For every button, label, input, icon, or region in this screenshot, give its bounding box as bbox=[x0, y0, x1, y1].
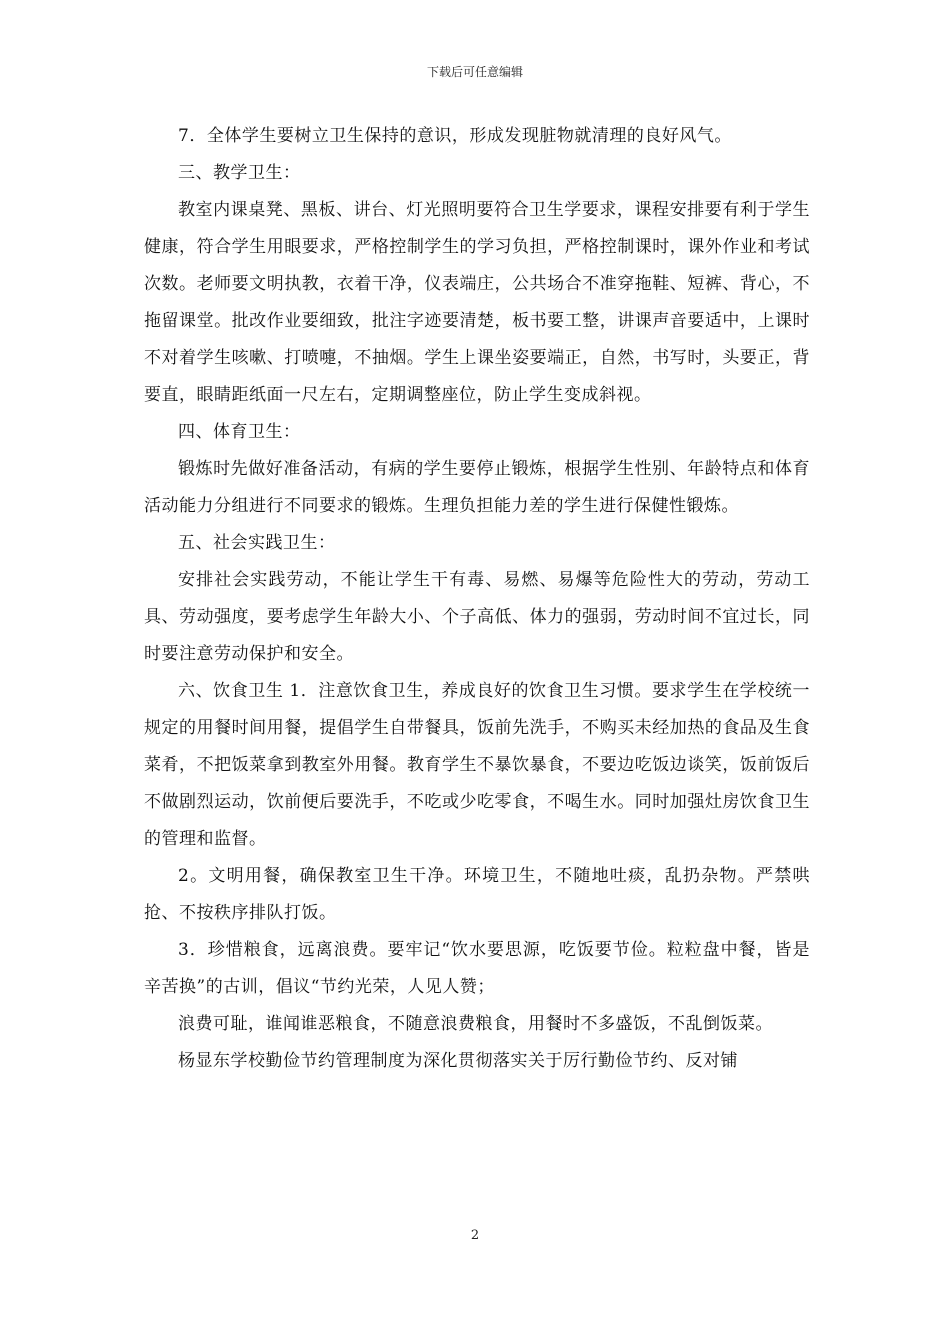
document-body bbox=[144, 118, 810, 1080]
paragraph-school-frugality: 杨显东学校勤俭节约管理制度为深化贯彻落实关于厉行勤俭节约、反对铺 bbox=[178, 1051, 738, 1071]
section-heading-sports-hygiene: 四、体育卫生： bbox=[178, 422, 301, 442]
paragraph-waste-shameful: 浪费可耻，谁闻谁恶粮食，不随意浪费粮食，用餐时不多盛饭，不乱倒饭菜。 bbox=[178, 1014, 773, 1034]
page-header: 下载后可任意编辑 bbox=[426, 65, 523, 79]
section-heading-teaching-hygiene: 三、教学卫生： bbox=[178, 163, 301, 183]
paragraph-sports-hygiene: 锻炼时先做好准备活动，有病的学生要停止锻炼，根据学生性别、年龄特点和体育活动能力分组进行不同要求的锻炼。生理负担能力差的学生进行保健性锻炼。 bbox=[144, 459, 810, 516]
paragraph-diet-hygiene: 六、饮食卫生 1．注意饮食卫生，养成良好的饮食卫生习惯。要求学生在学校统一规定的用餐时间用餐，提倡学生自带餐具，饭前先洗手，不购买未经加热的食品及生食菜肴，不把饭菜拿到教室外用餐。教育学生不暴饮暴食，不要边吃饭边谈笑，饭前饭后不做剧烈运动，饮前便后要洗手，不吃或少吃零食，不喝生水。同时加强灶房饮食卫生的管理和监督。 bbox=[144, 681, 810, 849]
paragraph-item-7: 7．全体学生要树立卫生保持的意识，形成发现脏物就清理的良好风气。 bbox=[178, 126, 732, 146]
section-heading-social-practice-hygiene: 五、社会实践卫生： bbox=[178, 533, 336, 553]
paragraph-teaching-hygiene: 教室内课桌凳、黑板、讲台、灯光照明要符合卫生学要求，课程安排要有利于学生健康，符合学生用眼要求，严格控制学生的学习负担，严格控制课时，课外作业和考试次数。老师要文明执教，衣着干净，仪表端庄，公共场合不准穿拖鞋、短裤、背心，不拖留课堂。批改作业要细致，批注字迹要清楚，板书要工整，讲课声音要适中，上课时不对着学生咳嗽、打喷嚏，不抽烟。学生上课坐姿要端正，自然，书写时，头要正，背要直，眼睛距纸面一尺左右，定期调整座位，防止学生变成斜视。 bbox=[144, 200, 810, 405]
paragraph-social-practice-hygiene: 安排社会实践劳动，不能让学生干有毒、易燃、易爆等危险性大的劳动，劳动工具、劳动强度，要考虑学生年龄大小、个子高低、体力的强弱，劳动时间不宜过长，同时要注意劳动保护和安全。 bbox=[144, 570, 810, 664]
paragraph-cherish-food: 3．珍惜粮食，远离浪费。要牢记“饮水要思源，吃饭要节俭。粒粒盘中餐，皆是辛苦换”的古训，倡议“节约光荣，人见人赞； bbox=[144, 940, 810, 997]
page-number: 2 bbox=[470, 1228, 480, 1243]
paragraph-civilized-dining: 2。文明用餐，确保教室卫生干净。环境卫生，不随地吐痰，乱扔杂物。严禁哄抢、不按秩序排队打饭。 bbox=[144, 866, 810, 923]
